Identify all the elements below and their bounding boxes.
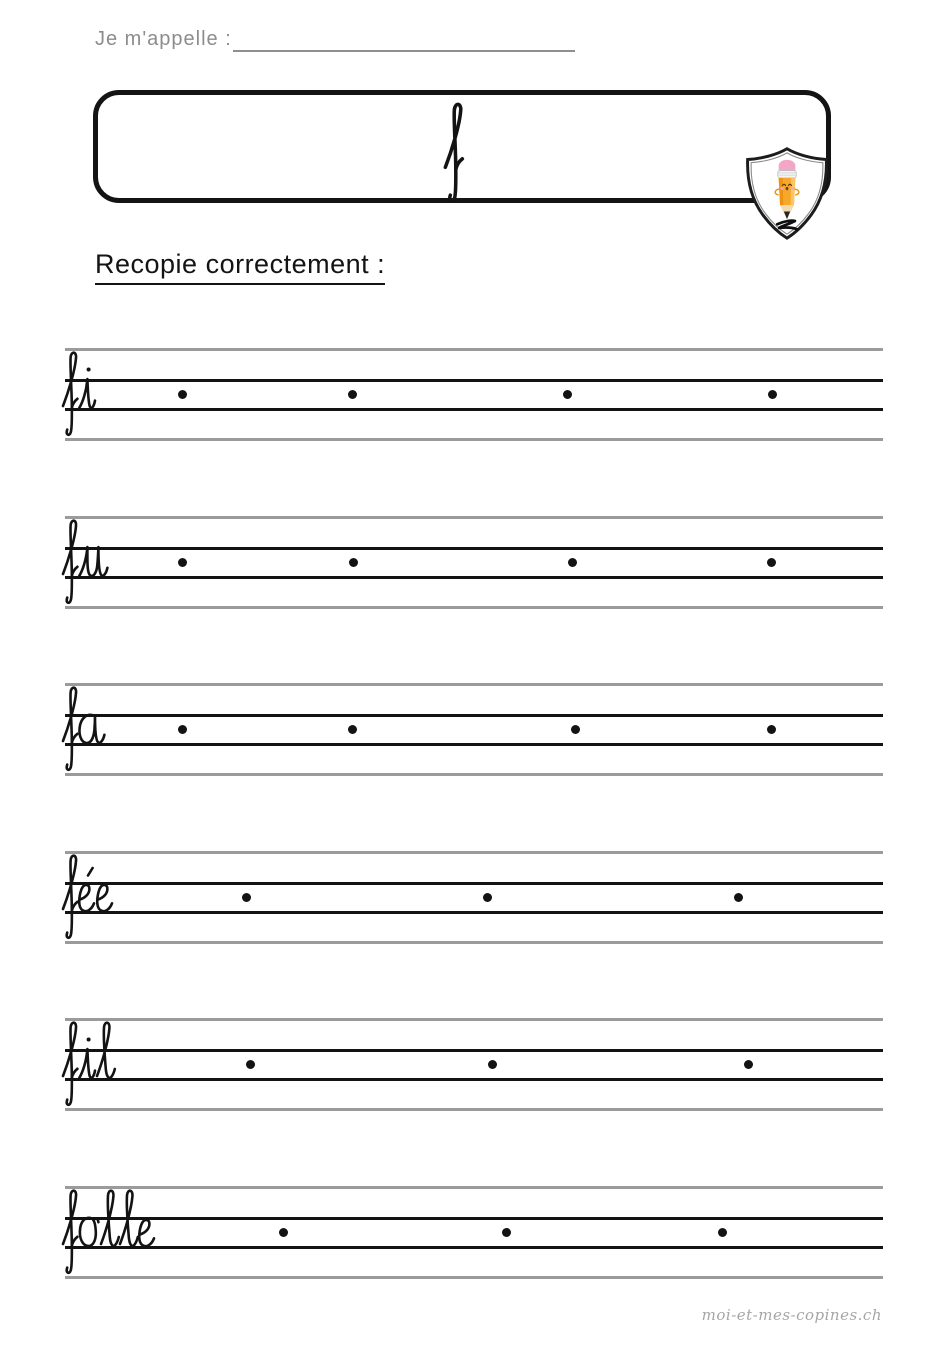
pencil-ferrule [778,171,797,178]
practice-word-cursive [57,1181,277,1287]
start-dot [178,725,187,734]
start-dot [279,1228,288,1237]
pencil-eraser [779,160,796,171]
practice-word-cursive [57,343,277,449]
start-dot [767,558,776,567]
start-dot [734,893,743,902]
title-letter-cursive [438,93,698,223]
practice-word-cursive [57,678,277,784]
title-letter-box [93,90,831,203]
start-dot [349,558,358,567]
start-dot [718,1228,727,1237]
pencil-mouth [786,187,789,190]
start-dot [563,390,572,399]
practice-row [65,851,883,951]
start-dot [178,558,187,567]
start-dot [178,390,187,399]
practice-word-cursive [57,511,277,617]
name-label: Je m'appelle : [95,28,232,50]
practice-row [65,348,883,448]
pencil-mascot-shield-icon [740,146,834,246]
practice-row [65,683,883,783]
name-blank-line [233,50,575,52]
practice-row [65,1018,883,1118]
start-dot [348,725,357,734]
start-dot [242,893,251,902]
start-dot [571,725,580,734]
instruction-heading: Recopie correctement : [95,249,385,285]
start-dot [246,1060,255,1069]
practice-row [65,516,883,616]
start-dot [502,1228,511,1237]
practice-row [65,1186,883,1286]
watermark-text: moi-et-mes-copines.ch [701,1306,882,1324]
start-dot [483,893,492,902]
name-line [95,28,232,51]
start-dot [488,1060,497,1069]
start-dot [768,390,777,399]
start-dot [568,558,577,567]
start-dot [348,390,357,399]
start-dot [744,1060,753,1069]
start-dot [767,725,776,734]
practice-word-cursive [57,1013,277,1119]
